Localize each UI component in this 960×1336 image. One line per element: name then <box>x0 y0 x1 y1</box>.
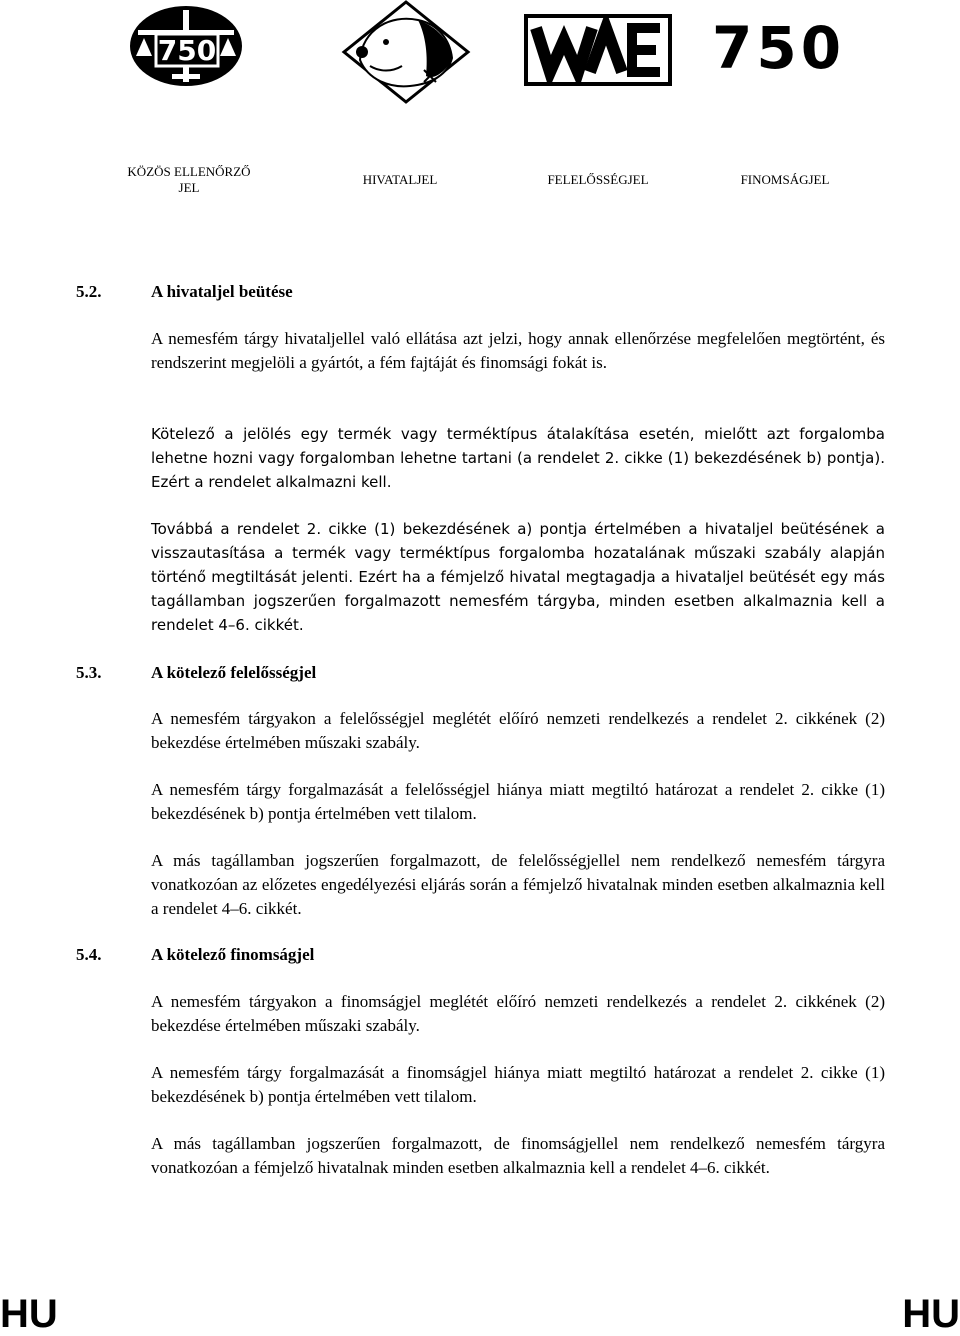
paragraph: A más tagállamban jogszerűen forgalmazott, de felelősségjellel nem rendelkező nemesfém tárgyra vonatkozóan az előzetes engedélyezési eljárás során a fémjelző hivatalnak minden esetben alkalmaznia kell a rendelet 4–6. cikkét. <box>151 851 885 918</box>
hallmark-750-text: 750 <box>712 14 846 82</box>
dog-head-logo <box>340 0 472 104</box>
paragraph: A más tagállamban jogszerűen forgalmazott, de finomságjellel nem rendelkező nemesfém tárgyra vonatkozóan a fémjelző hivatalnak minden esetben alkalmaznia kell a rendelet 4–6. cikkét. <box>151 1134 885 1177</box>
section-title: A kötelező finomságjel <box>151 945 315 964</box>
column-label-fineness-mark: FINOMSÁGJEL <box>740 172 830 187</box>
paragraph: Továbbá a rendelet 2. cikke (1) bekezdésének a) pontja értelmében a hivataljel beütésének a visszautasítása a termék vagy terméktípus forgalomba hozatalának műszaki szabály alapján történő megtiltását jelenti. Ezért ha a fémjelző hivatal megtagadja a hivataljel beütését egy más tagállamban jogszerűen forgalmazott nemesfém tárgyba, minden esetben alkalmaznia kell a rendelet 4–6. cikkét. <box>151 520 885 634</box>
paragraph: A nemesfém tárgy hivataljellel való ellátása azt jelzi, hogy annak ellenőrzése megfelelően megtörtént, és rendszerint megjelöli a gyártót, a fém fajtáját és finomsági fokát is. <box>151 329 885 372</box>
section-number: 5.4. <box>76 945 102 964</box>
footer-country-code-right: HU <box>902 1292 960 1336</box>
column-label-responsibility-mark: FELELŐSSÉGJEL <box>547 172 649 187</box>
svg-text:750: 750 <box>157 34 217 67</box>
section-number: 5.3. <box>76 663 102 682</box>
footer-country-code-left: HU <box>0 1292 58 1336</box>
paragraph: A nemesfém tárgyakon a finomságjel meglétét előíró nemzeti rendelkezés a rendelet 2. cikkének (2) bekezdése értelmében műszaki szabály. <box>151 992 885 1035</box>
column-label-office-mark: HIVATALJEL <box>362 172 438 187</box>
paragraph: A nemesfém tárgyakon a felelősségjel meglétét előíró nemzeti rendelkezés a rendelet 2. cikkének (2) bekezdése értelmében műszaki szabály. <box>151 709 885 752</box>
paragraph: Kötelező a jelölés egy termék vagy terméktípus átalakítása esetén, mielőtt azt forgalomba lehetne hozni vagy forgalomban lehetne tartani (a rendelet 2. cikke (1) bekezdésének b) pontja). Ezért a rendelet alkalmazni kell. <box>151 425 885 491</box>
wae-logo <box>524 14 672 86</box>
column-label-common-control-mark: KÖZÖS ELLENŐRZŐ JEL <box>127 164 251 195</box>
section-title: A hivataljel beütése <box>151 282 293 301</box>
paragraph: A nemesfém tárgy forgalmazását a finomságjel hiánya miatt megtiltó határozat a rendelet 2. cikke (1) bekezdésének b) pontja értelmében vett tilalom. <box>151 1063 885 1106</box>
paragraph: A nemesfém tárgy forgalmazását a felelősségjel hiánya miatt megtiltó határozat a rendelet 2. cikke (1) bekezdésének b) pontja értelmében vett tilalom. <box>151 780 885 823</box>
scales-750-logo <box>128 4 244 88</box>
section-number: 5.2. <box>76 282 102 301</box>
section-title: A kötelező felelősségjel <box>151 663 317 682</box>
